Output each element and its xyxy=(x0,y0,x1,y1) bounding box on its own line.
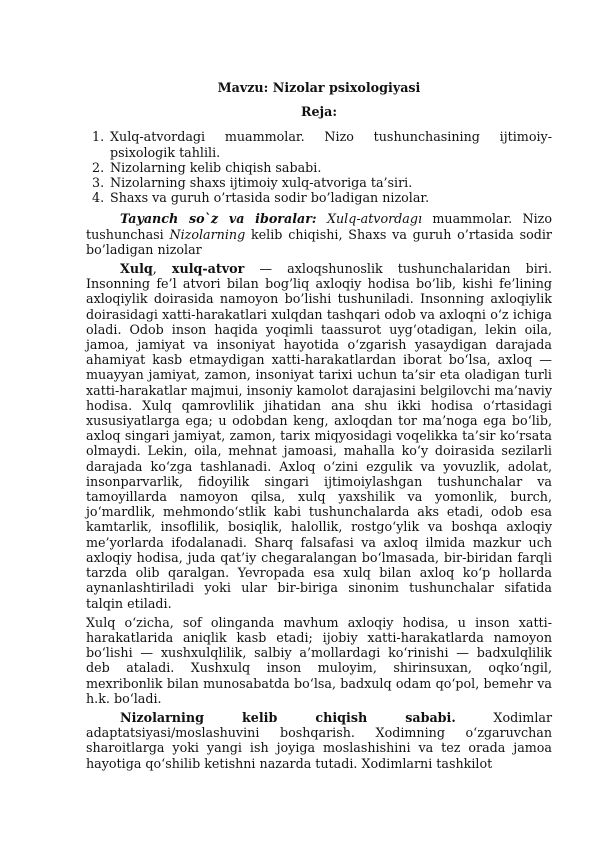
plan-item-number: 2. xyxy=(92,159,105,175)
keywords-label: Tayanch so`z va iboralar: xyxy=(120,211,317,227)
paragraph-text: — axloqshunoslik tushunchalaridan biri. Insonning fe’l atvori bilan bog’liq axloqiy hodisa bo’lib, kishi fe’lining axloqiylik doirasida namoyon bo’lishi tushuniladi. Insonning axloqiylik doirasidagi xatti-harakatlari xulqdan tashqari odob va axloqni o‘z ichiga oladi. Odob inson haqida yoqimli taassurot uyg‘otadigan, lekin oila, jamoa, jamiyat va insoniyat hayotida o‘zgarish yasaydigan darajada ahamiyat kasb etmaydigan xatti-harakatlardan iborat bo‘lsa, axloq — muayyan jamiyat, zamon, insoniyat tarixi uchun ta’sir eta oladigan turli xatti-harakatlar majmui, insoniy kamolot darajasini belgilovchi ma’naviy hodisa. Xulq qamrovlilik jihatidan ana shu ikki hodisa o‘rtasidagi xususiyatlarga ega; u odobdan keng, axloqdan tor ma’noga ega bo‘lib, axloq singari jamiyat, zamon, tarix miqyosidagi voqelikka ta’sir ko‘rsata olmaydi. Lekin, oila, mehnat jamoasi, mahalla ko‘y doirasida sezilarli darajada ko‘zga tashlanadi. Axloq o‘zini ezgulik va yovuzlik, adolat, insonparvarlik, fidoyilik singari ijtimoiylashgan tushunchalar va tamoyillarda namoyon qilsa, xulq yaxshilik va yomonlik, burch, jo‘mardlik, mehmondo‘stlik kabi tushunchalarda aks etadi, odob esa kamtarlik, insoflilik, bosiqlik, halollik, rostgo‘ylik va boshqa axloqiy me’yorlarda ifodalanadi. Sharq falsafasi va axloq ilmida mazkur uch axloqiy hodisa, juda qat’iy chegaralangan bo‘lmasada, bir-biridan farqli tarzda olib qaralgan. Yevropada esa xulq bilan axloq ko‘p hollarda aynanlashtiriladi yoki ular bir-biriga sinonim tushunchalar sifatida talqin etiladi. xyxy=(86,261,552,611)
keywords-term: Xulq-atvordagı xyxy=(326,211,423,227)
keywords-paragraph xyxy=(86,211,552,257)
plan-item xyxy=(86,129,552,159)
keywords-term: Nizolarning xyxy=(169,226,246,242)
plan-item-text: Xulq-atvordagi muammolar. Nizo tushunchasining ijtimoiy-psixologik tahlili. xyxy=(110,129,552,160)
plan-heading: Reja: xyxy=(300,104,338,120)
plan-list xyxy=(86,129,552,205)
section-heading: Nizolarning kelib chiqish sababi. xyxy=(120,709,456,725)
body-paragraph xyxy=(86,710,552,771)
keywords-text: muammolar. Nizo tushunchasi xyxy=(86,211,552,242)
term-separator: , xyxy=(152,261,172,277)
document-page xyxy=(86,80,552,775)
body-paragraph: Xulq o‘zicha, sof olinganda mavhum axloqiy hodisa, u inson xatti-harakatlarida aniqlik kasb etadi; ijobiy xatti-harakatlarda namoyon bo‘lishi — xushxulqlilik, salbiy a’mollardagi ko‘rinishi — badxulqlilik deb ataladi. Xushxulq inson muloyim, shirinsuxan, oqko‘ngil, mexribonlik bilan munosabatda bo‘lsa, badxulq odam qo‘pol, bemehr va h.k. bo‘ladi. xyxy=(86,614,552,706)
plan-item-number: 1. xyxy=(92,129,105,145)
term-xulq-atvor: xulq-atvor xyxy=(171,261,245,277)
body-paragraph xyxy=(86,261,552,611)
plan-item-number: 3. xyxy=(92,175,105,191)
plan-item-number: 4. xyxy=(92,190,105,206)
keywords-text: kelib chiqishi, Shaxs va guruh o’rtasida sodir bo’ladigan nizolar xyxy=(86,226,552,257)
plan-item xyxy=(86,175,552,190)
plan-item xyxy=(86,160,552,175)
plan-item-text: Nizolarning kelib chiqish sababi. xyxy=(110,159,322,175)
paragraph-text: Xodimlar adaptatsiyasi/moslashuvini boshqarish. Xodimning o‘zgaruvchan sharoitlarga yoki yangi ish joyiga moslashishini va tez orada jamoa hayotiga qo‘shilib ketishni nazarda tutadi. Xodimlarni tashkilot xyxy=(86,709,553,771)
plan-item-text: Nizolarning shaxs ijtimoiy xulq-atvoriga ta’siri. xyxy=(110,175,413,191)
term-xulq: Xulq xyxy=(120,261,153,277)
document-title: Mavzu: Nizolar psixologiyasi xyxy=(217,80,421,95)
plan-item xyxy=(86,190,552,205)
plan-item-text: Shaxs va guruh o’rtasida sodir bo’ladigan nizolar. xyxy=(110,190,430,206)
